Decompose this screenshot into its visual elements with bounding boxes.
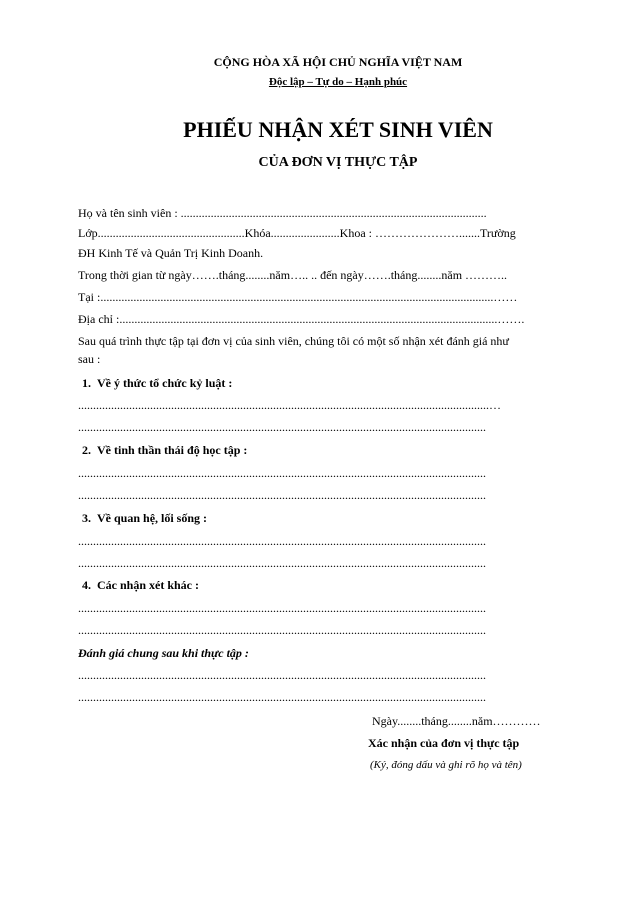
class-faculty-field: Lớp.................................................Khóa.......................Khoa : ………………….......Trường <box>78 226 516 240</box>
internship-place-field: Tại :...................................................................................................................................…… <box>78 290 518 304</box>
signature-confirm-label: Xác nhận của đơn vị thực tập <box>368 736 520 750</box>
student-name-field: Họ và tên sinh viên : ...................................................................................................... <box>78 206 487 220</box>
section-label: Về ý thức tổ chức kỷ luật : <box>97 376 233 390</box>
form-title: PHIẾU NHẬN XÉT SINH VIÊN <box>183 117 493 142</box>
section-number: 2. <box>82 443 91 457</box>
overall-answer-line: ........................................................................................................................................ <box>78 690 486 704</box>
overall-answer-line: ........................................................................................................................................ <box>78 668 486 682</box>
intro-text-line-2: sau : <box>78 352 101 366</box>
school-name: ĐH Kinh Tế và Quản Trị Kinh Doanh. <box>78 246 264 260</box>
section-answer-line: ........................................................................................................................................ <box>78 534 486 548</box>
section-number: 4. <box>82 578 91 592</box>
overall-evaluation-heading: Đánh giá chung sau khi thực tập : <box>78 646 249 660</box>
section-heading-discipline <box>82 376 582 390</box>
section-heading-attitude <box>82 443 582 457</box>
form-subtitle: CỦA ĐƠN VỊ THỰC TẬP <box>258 155 418 170</box>
section-heading-relations <box>82 511 582 525</box>
section-label: Về tinh thần thái độ học tập : <box>97 443 248 457</box>
section-answer-line: ........................................................................................................................................ <box>78 556 486 570</box>
section-answer-line: ........................................................................................................................................ <box>78 466 486 480</box>
section-answer-line: .........................................................................................................................................… <box>78 398 501 412</box>
section-heading-other <box>82 578 582 592</box>
section-answer-line: ........................................................................................................................................ <box>78 420 486 434</box>
signature-date: Ngày........tháng........năm………… <box>372 714 541 728</box>
signature-note: (Ký, đóng dấu và ghi rõ họ và tên) <box>370 759 522 771</box>
section-answer-line: ........................................................................................................................................ <box>78 601 486 615</box>
republic-header: CỘNG HÒA XÃ HỘI CHỦ NGHĨA VIỆT NAM <box>213 55 463 69</box>
section-number: 1. <box>82 376 91 390</box>
intro-text-line-1: Sau quá trình thực tập tại đơn vị của sinh viên, chúng tôi có một số nhận xét đánh giá như <box>78 334 509 348</box>
section-number: 3. <box>82 511 91 525</box>
section-label: Về quan hệ, lối sống : <box>97 511 208 525</box>
motto: Độc lập – Tự do – Hạnh phúc <box>268 76 408 88</box>
section-answer-line: ........................................................................................................................................ <box>78 488 486 502</box>
internship-period-field: Trong thời gian từ ngày…….tháng........năm….. .. đến ngày…….tháng........năm ……….. <box>78 268 508 282</box>
section-label: Các nhận xét khác : <box>97 578 200 592</box>
address-field: Địa chỉ :..............................................................................................................................……. <box>78 312 525 326</box>
section-answer-line: ........................................................................................................................................ <box>78 623 486 637</box>
